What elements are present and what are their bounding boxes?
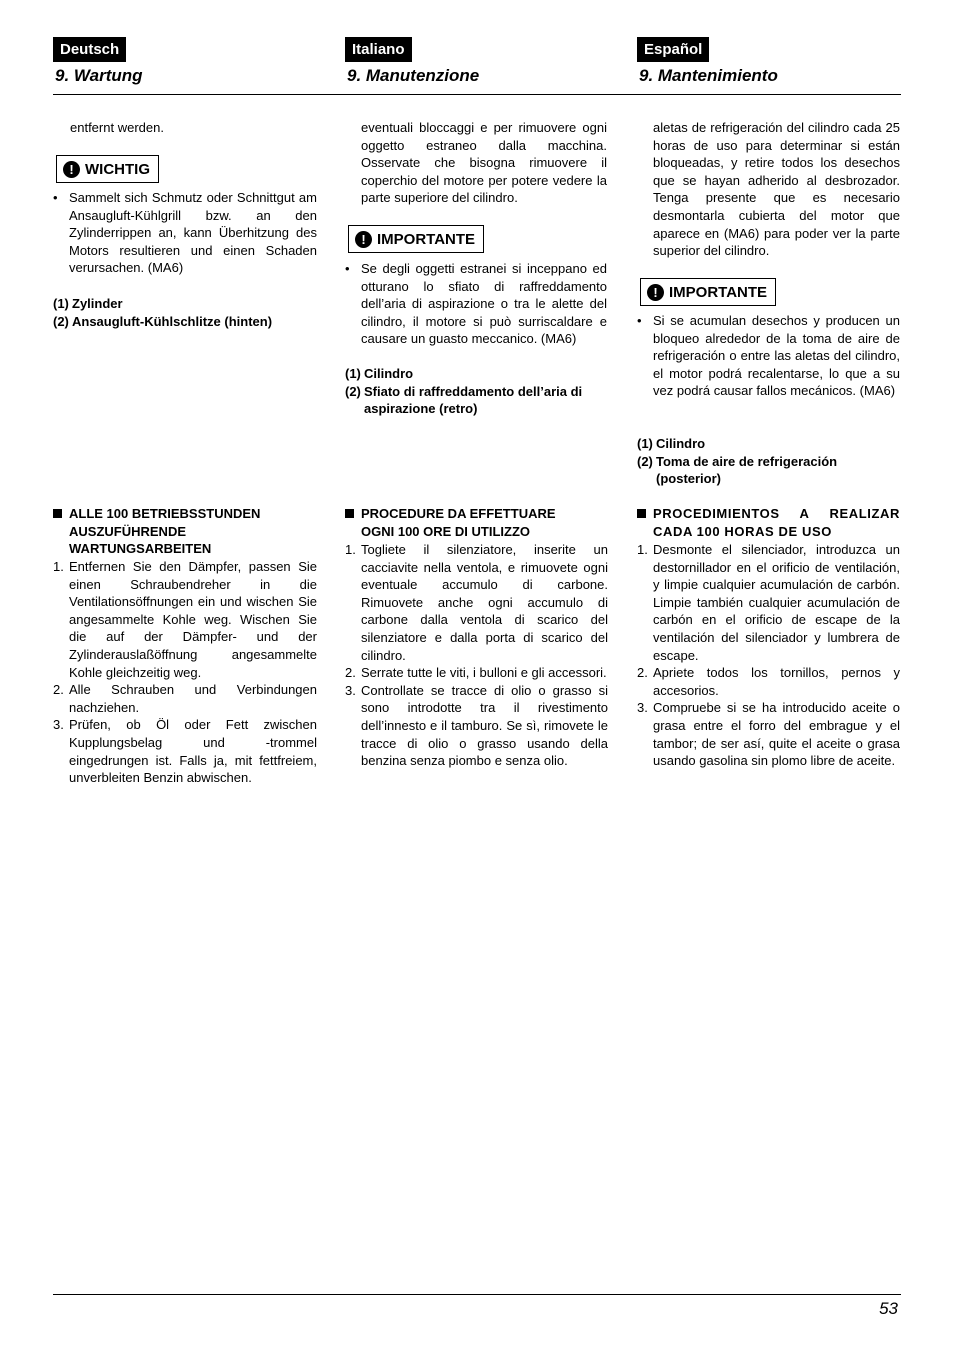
figure-labels bbox=[345, 365, 609, 418]
list-item: 1. Entfernen Sie den Dämpfer, passen Sie einen Schraubendreher in die Ventilationsöffnungen ein und wischen Sie angesammelte Kohle weg. Wischen Sie die auf der Dämpfer- und der Zylinderauslaßöffnung angesammelte Kohle gleichzeitig weg. bbox=[53, 559, 317, 680]
figure-label: (2) Toma de aire de refrigeración (posterior) bbox=[637, 453, 838, 487]
list-item: 1. Togliete il silenziatore, inserite un cacciavite nella ventola, e rimuovete ogni eventuale accumulo di carbone. Rimuovete anche ogni accumulo di carbone dalla ventola di scarico del silenziatore e dalla porta di scarico del cilindro. bbox=[345, 542, 608, 663]
warning-bullet: • Sammelt sich Schmutz oder Schnittgut am Ansaugluft-Kühlgrill bzw. an den Zylinderrippen an, kann Überhitzung des Motors resultieren und einen Schaden verursachen. (MA6) bbox=[53, 190, 317, 276]
square-bullet-icon bbox=[345, 509, 354, 518]
warning-bullet: • Se degli oggetti estranei si inceppano ed otturano lo sfiato di raffreddamento dell’aria di aspirazione o tra le alette del cilindro, il motore si può surriscaldare e causare un guasto meccanico. (MA6) bbox=[345, 261, 607, 347]
warning-label: IMPORTANTE bbox=[669, 283, 768, 301]
warning-box bbox=[640, 278, 776, 306]
exclamation-icon: ! bbox=[63, 161, 80, 178]
steps-list bbox=[637, 541, 900, 770]
language-tag: Español bbox=[637, 37, 709, 62]
list-item: 2. Serrate tutte le viti, i bulloni e gli accessori. bbox=[345, 665, 607, 681]
figure-label: (1) Cilindro bbox=[637, 436, 706, 451]
warning-label: WICHTIG bbox=[85, 160, 150, 178]
list-item: 3. Controllate se tracce di olio o grasso si sono introdotte tra il rivestimento dell’innesto e il tamburo. Se sì, rimovete le tracce di olio o grasso usando della benzina senza piombo e senza olio. bbox=[345, 682, 608, 769]
column-italiano bbox=[345, 0, 609, 1348]
maintenance-heading: PROCEDURE DA EFFETTUARE OGNI 100 ORE DI UTILIZZO bbox=[345, 505, 585, 540]
section-title: 9. Wartung bbox=[55, 66, 143, 85]
warning-bullet: • Si se acumulan desechos y producen un bloqueo alrededor de la toma de aire de refrigeración o entre las aletas del cilindro, el motor podrá recalentarse, lo que a su vez podrá causar fallos mecánicos. (MA6) bbox=[637, 313, 900, 399]
list-item: 3. Prüfen, ob Öl oder Fett zwischen Kupplungsbelag und -trommel eingedrungen ist. Falls ja, mit fettfreiem, unverbleiten Benzin abwischen. bbox=[53, 717, 317, 786]
figure-label: (2) Sfiato di raffreddamento dell’aria di aspirazione (retro) bbox=[345, 383, 583, 417]
square-bullet-icon bbox=[637, 509, 646, 518]
warning-label: IMPORTANTE bbox=[377, 230, 476, 248]
list-item: 2. Alle Schrauben und Verbindungen nachziehen. bbox=[53, 682, 317, 715]
bullet-dot-icon: • bbox=[637, 313, 642, 328]
figure-label: (2) Ansaugluft-Kühlschlitze (hinten) bbox=[53, 313, 273, 329]
list-item: 3. Compruebe si se ha introducido aceite o grasa entre el forro del embrague y el tambor; de ser así, quite el aceite o grasa usando gasolina sin plomo libre de aceite. bbox=[637, 700, 900, 769]
page-number: 53 bbox=[879, 1299, 898, 1318]
steps-list bbox=[53, 558, 317, 787]
steps-list bbox=[345, 541, 608, 770]
section-title: 9. Manutenzione bbox=[347, 66, 480, 85]
maintenance-heading: PROCEDIMIENTOS A REALIZAR CADA 100 HORAS DE USO bbox=[637, 505, 900, 540]
figure-label: (1) Cilindro bbox=[345, 366, 414, 381]
exclamation-icon: ! bbox=[355, 231, 372, 248]
continuation-text: eventuali bloccaggi e per rimuovere ogni oggetto estraneo dalla macchina. Osservate che bisogna rimuovere il coperchio del motore per potere vedere la parte superiore del cilindro. bbox=[361, 120, 607, 206]
footer-rule bbox=[53, 1294, 901, 1295]
exclamation-icon: ! bbox=[647, 284, 664, 301]
figure-label: (1) Zylinder bbox=[53, 296, 123, 311]
section-title: 9. Mantenimiento bbox=[639, 66, 778, 85]
figure-labels bbox=[637, 435, 877, 488]
list-item: 1. Desmonte el silenciador, introduzca un destornillador en el orificio de ventilación, y limpie cualquier acumulación de carbón. Limpie también cualquier acumulación de carbón en el orificio de escape de la ventilación del silenciador y lumbrera de escape. bbox=[637, 542, 900, 663]
continuation-text: entfernt werden. bbox=[70, 120, 164, 135]
language-tag: Deutsch bbox=[53, 37, 126, 62]
square-bullet-icon bbox=[53, 509, 62, 518]
continuation-text: aletas de refrigeración del cilindro cada 25 horas de uso para determinar si están bloqueadas, y retire todos los desechos que se hayan adherido al desbrozador. Tenga presente que es necesario desmontarla cubierta del motor que aparece en (MA6) para poder ver la parte superior del cilindro. bbox=[653, 120, 900, 259]
column-espanol bbox=[637, 0, 901, 1348]
figure-labels bbox=[53, 295, 317, 330]
column-deutsch bbox=[53, 0, 317, 1348]
bullet-dot-icon: • bbox=[345, 261, 350, 276]
language-tag: Italiano bbox=[345, 37, 412, 62]
list-item: 2. Apriete todos los tornillos, pernos y accesorios. bbox=[637, 665, 900, 698]
warning-box bbox=[348, 225, 484, 253]
warning-box bbox=[56, 155, 159, 183]
bullet-dot-icon: • bbox=[53, 190, 58, 205]
maintenance-heading: ALLE 100 BETRIEBSSTUNDEN AUSZUFÜHRENDE WARTUNGSARBEITEN bbox=[53, 505, 283, 558]
